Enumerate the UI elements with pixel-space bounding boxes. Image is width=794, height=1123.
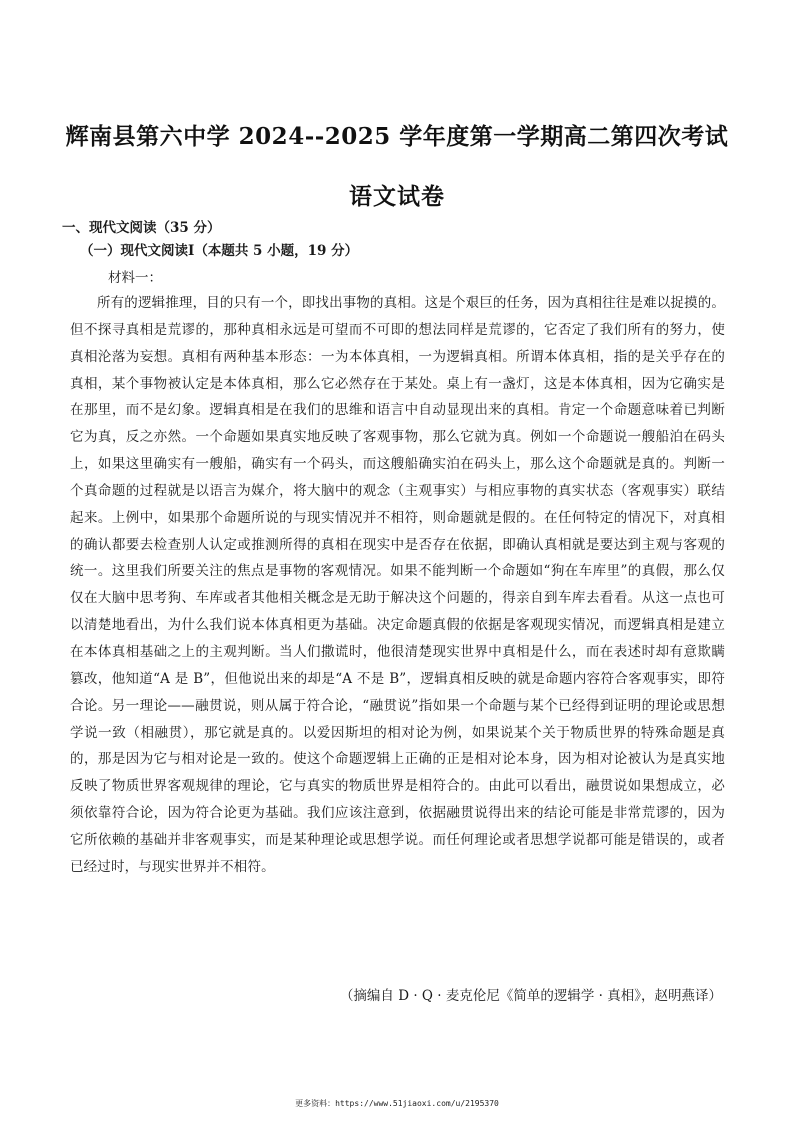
material-label: 材料一： xyxy=(108,270,162,286)
exam-subtitle: 语文试卷 xyxy=(349,183,445,210)
footer-link-text: 更多资料：https://www.51jiaoxi.com/u/2195370 xyxy=(295,1099,499,1108)
reading-passage: 所有的逻辑推理，目的只有一个，即找出事物的真相。这是个艰巨的任务，因为真相往往是难以捉摸的。但不探寻真相是荒谬的，那种真相永远是可望而不可即的想法同样是荒谬的，它否定了我们所有的努力，使真相沦落为妄想。真相有两种基本形态：一为本体真相，一为逻辑真相。所谓本体真相，指的是关乎存在的真相，某个事物被认定是本体真相，那么它必然存在于某处。桌上有一盏灯，这是本体真相，因为它确实是在那里，而不是幻象。逻辑真相是在我们的思维和语言中自动显现出来的真相。肯定一个命题意味着已判断它为真，反之亦然。一个命题如果真实地反映了客观事物，那么它就为真。例如一个命题说一艘船泊在码头上，如果这里确实有一艘船，确实有一个码头，而这艘船确实泊在码头上，那么这个命题就是真的。判断一个真命题的过程就是以语言为媒介，将大脑中的观念（主观事实）与相应事物的真实状态（客观事实）联结起来。上例中，如果那个命题所说的与现实情况并不相符，则命题就是假的。在任何特定的情况下，对真相的确认都要去检查别人认定或推测所得的真相在现实中是否存在依据，即确认真相就是要达到主观与客观的统一。这里我们所要关注的焦点是事物的客观情况。如果不能判断一个命题如“狗在车库里”的真假，那么仅仅在大脑中思考狗、车库或者其他相关概念是无助于解决这个问题的，得亲自到车库去看看。从这一点也可以清楚地看出，为什么我们说本体真相更为基础。决定命题真假的依据是客观现实情况，而逻辑真相是建立在本体真相基础之上的主观判断。当人们撒谎时，他很清楚现实世界中真相是什么，而在表述时却有意欺瞒篡改，他知道“A 是 B”，但他说出来的却是“A 不是 B”，逻辑真相反映的就是命题内容符合客观事实，即符合论。另一理论——融贯说，则从属于符合论，“融贯说”指如果一个命题与某个已经得到证明的理论或思想学说一致（相融贯），那它就是真的。以爱因斯坦的相对论为例，如果说某个关于物质世界的特殊命题是真的，那是因为它与相对论是一致的。使这个命题逻辑上正确的正是相对论本身，因为相对论被认为是真实地反映了物质世界客观规律的理论，它与真实的物质世界是相符合的。由此可以看出，融贯说如果想成立，必须依靠符合论，因为符合论更为基础。我们应该注意到，依据融贯说得出来的结论可能是非常荒谬的，因为它所依赖的基础并非客观事实，而是某种理论或思想学说。而任何理论或者思想学说都可能是错误的，或者已经过时，与现实世界并不相符。 xyxy=(70,295,725,875)
section-heading: 一、现代文阅读（35 分） xyxy=(62,220,221,236)
subsection-heading: （一）现代文阅读Ⅰ（本题共 5 小题，19 分） xyxy=(80,243,359,259)
exam-title: 辉南县第六中学 2024--2025 学年度第一学期高二第四次考试 xyxy=(65,123,729,150)
source-citation: （摘编自 D · Q · 麦克伦尼《简单的逻辑学 · 真相》，赵明燕译） xyxy=(339,988,722,1004)
